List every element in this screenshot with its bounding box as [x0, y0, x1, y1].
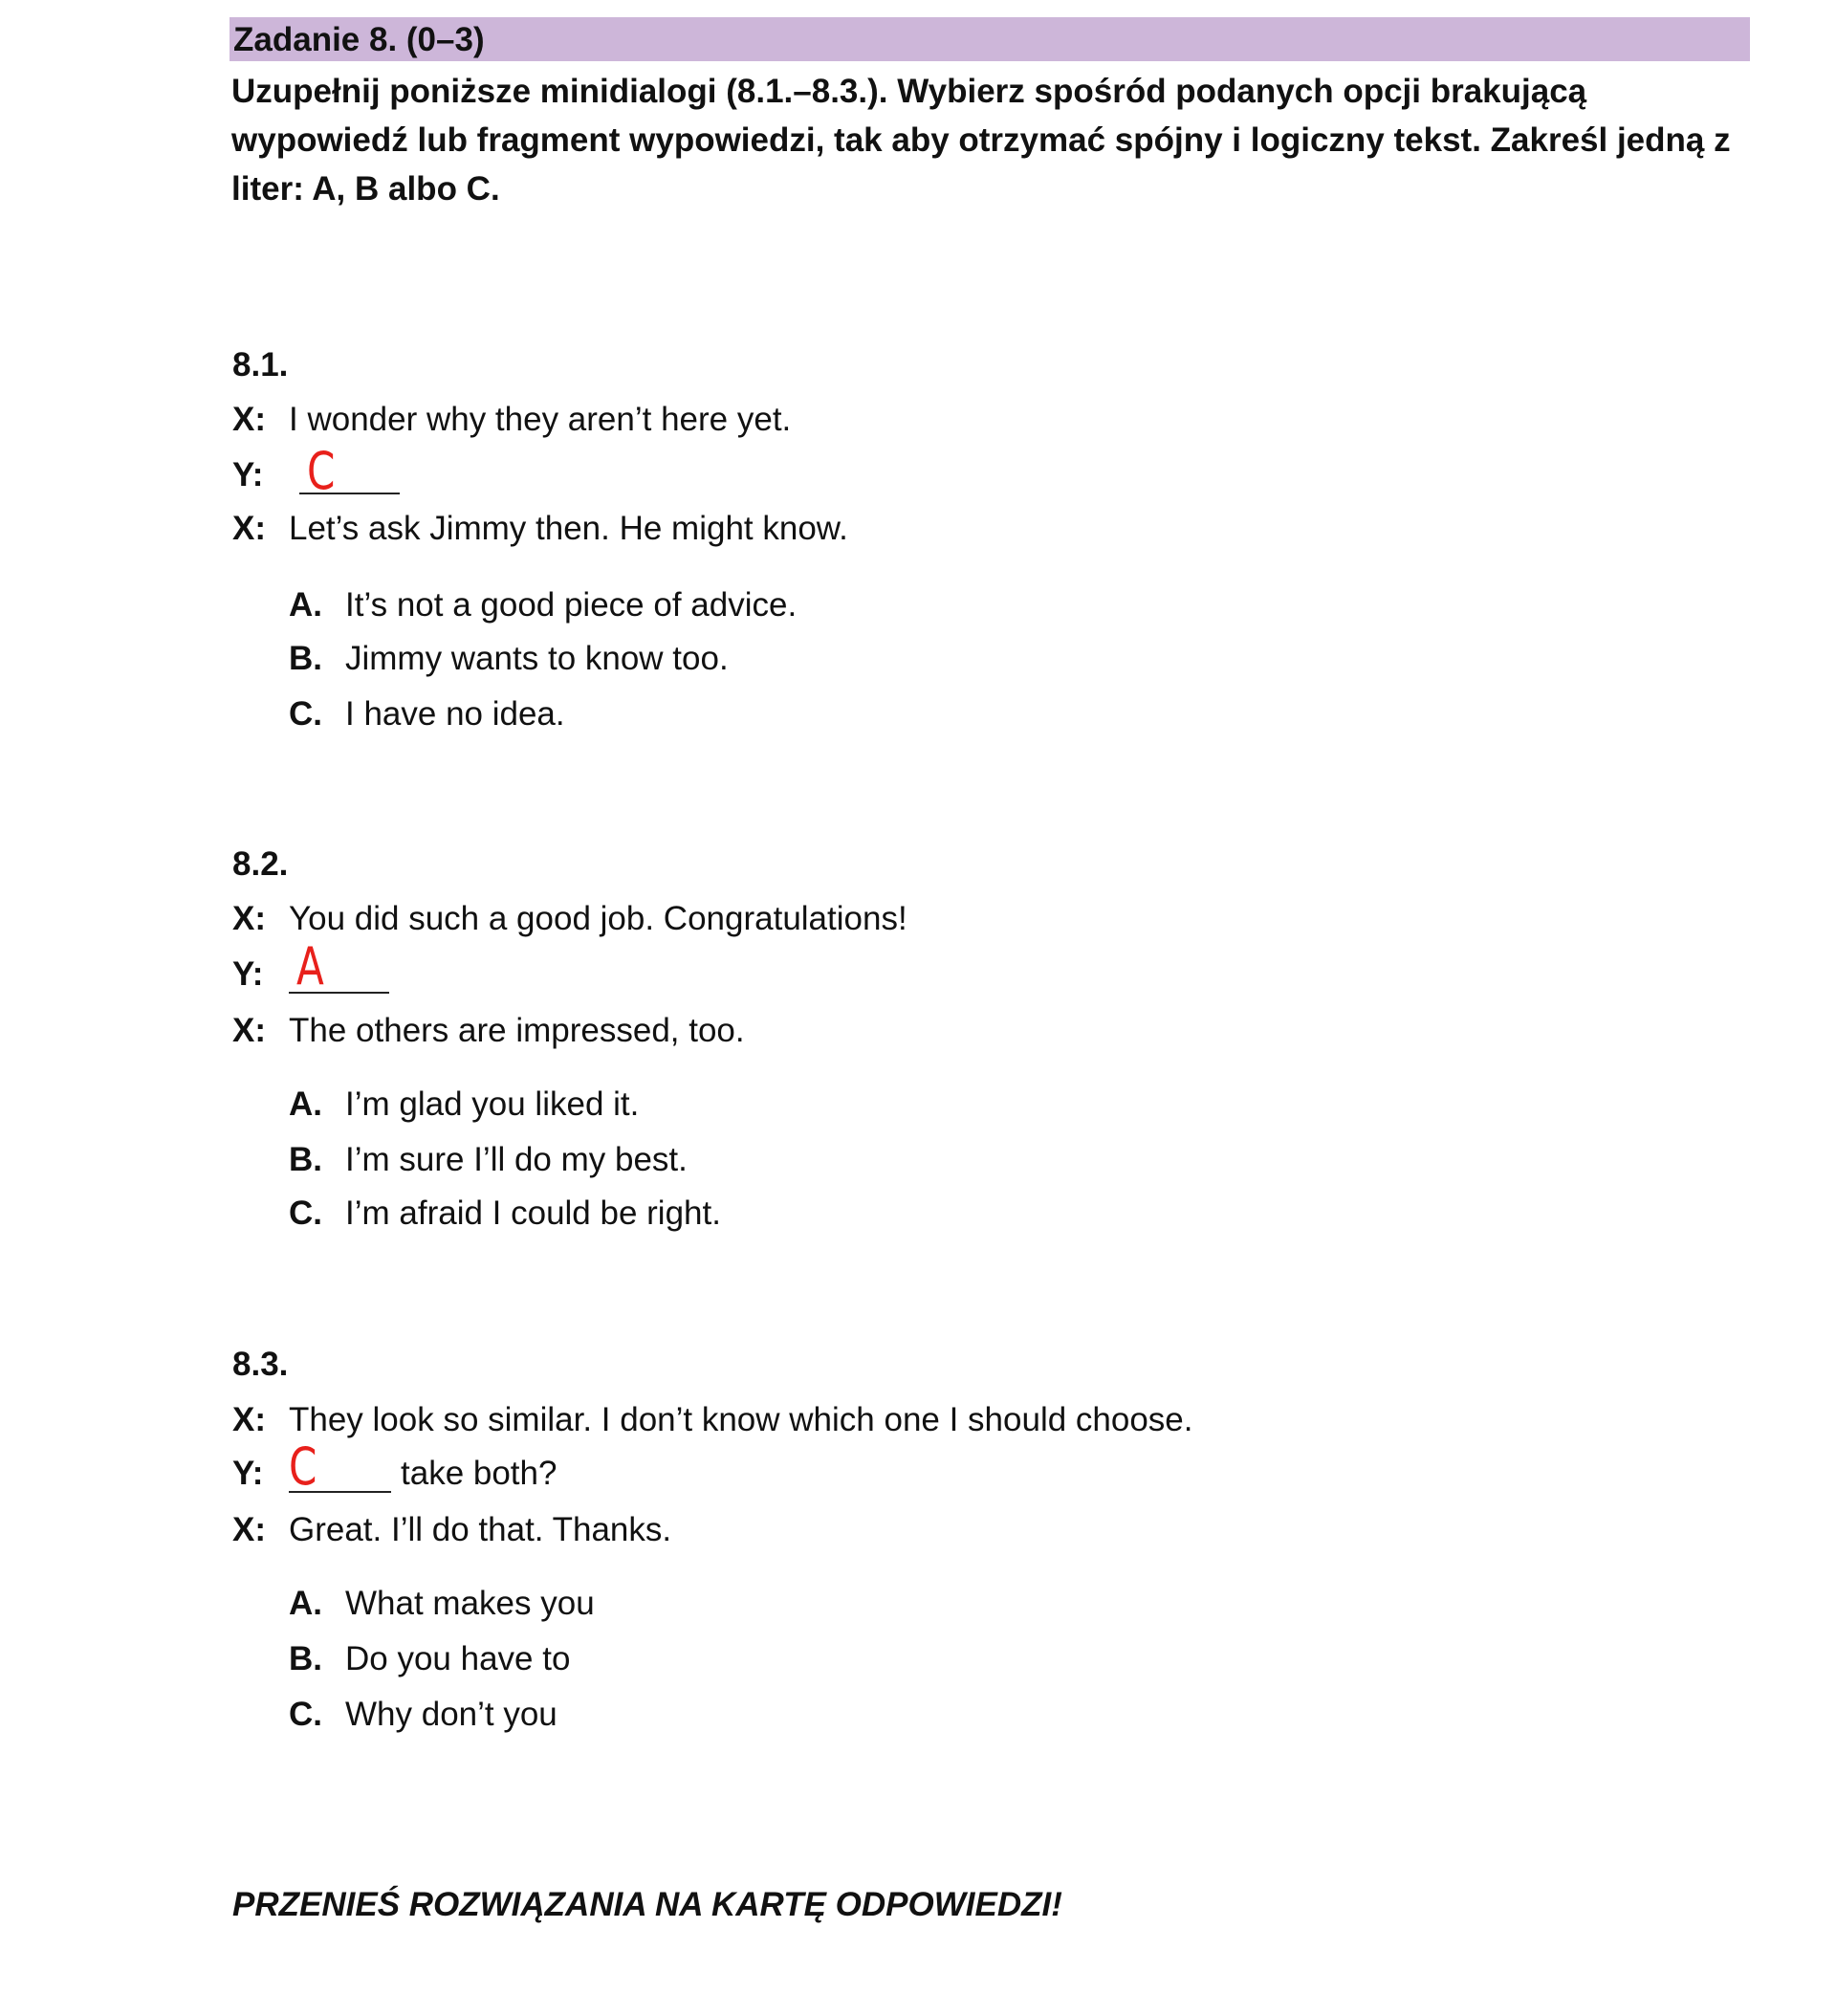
option-text: It’s not a good piece of advice. — [345, 586, 798, 624]
option-letter: C. — [289, 1696, 322, 1733]
dialogue-text: take both? — [401, 1455, 557, 1492]
speaker-label: X: — [232, 510, 266, 547]
option-text: I’m glad you liked it. — [345, 1085, 640, 1123]
dialogue-line-x1 — [232, 1401, 1193, 1439]
dialogue-line-x1 — [232, 900, 907, 938]
option-text: I have no idea. — [345, 695, 565, 733]
option-text: I’m afraid I could be right. — [345, 1194, 721, 1232]
dialogue-text: They look so similar. I don’t know which one I should choose. — [289, 1401, 1193, 1438]
dialogue-text: You did such a good job. Congratulations! — [289, 900, 907, 937]
speaker-label: X: — [232, 1511, 266, 1548]
item-number: 8.3. — [232, 1346, 289, 1383]
option-letter: B. — [289, 1640, 322, 1677]
dialogue-line-x2 — [232, 1012, 745, 1050]
speaker-label: Y: — [232, 955, 264, 993]
option-letter: B. — [289, 640, 322, 677]
option-a[interactable] — [289, 1085, 639, 1124]
option-text: Why don’t you — [345, 1696, 557, 1733]
dialogue-text: I wonder why they aren’t here yet. — [289, 401, 792, 438]
option-a[interactable] — [289, 586, 797, 625]
task-instruction: Uzupełnij poniższe minidialogi (8.1.–8.3.). Wybierz spośród podanych opcji brakującą wypowiedź lub fragment wypowiedzi, tak aby otrzymać spójny i logiczny tekst. Zakreśl jedną z liter: A, B albo C. — [231, 73, 1731, 208]
handwritten-answer: C — [307, 441, 336, 501]
item-number: 8.1. — [232, 346, 289, 383]
answer-blank[interactable] — [289, 936, 389, 997]
speaker-label: X: — [232, 1012, 266, 1049]
option-text: What makes you — [345, 1585, 595, 1622]
option-c[interactable] — [289, 695, 565, 734]
option-c[interactable] — [289, 1194, 721, 1233]
speaker-label: Y: — [232, 1455, 264, 1492]
option-letter: C. — [289, 1194, 322, 1232]
dialogue-text: The others are impressed, too. — [289, 1012, 745, 1049]
dialogue-line-x2 — [232, 510, 848, 548]
speaker-label: Y: — [232, 456, 264, 493]
handwritten-answer: A — [296, 936, 324, 997]
option-b[interactable] — [289, 1141, 688, 1179]
dialogue-line-x1 — [232, 401, 791, 439]
speaker-label: X: — [232, 900, 266, 937]
item-number: 8.2. — [232, 845, 289, 883]
answer-blank[interactable] — [289, 1436, 391, 1497]
option-text: Do you have to — [345, 1640, 571, 1677]
speaker-label: X: — [232, 1401, 266, 1438]
option-text: Jimmy wants to know too. — [345, 640, 729, 677]
option-c[interactable] — [289, 1696, 557, 1734]
dialogue-line-y — [232, 1436, 557, 1497]
option-a[interactable] — [289, 1585, 595, 1623]
option-letter: C. — [289, 695, 322, 733]
dialogue-text: Great. I’ll do that. Thanks. — [289, 1511, 672, 1548]
task-header — [230, 17, 1750, 61]
option-letter: A. — [289, 586, 322, 624]
dialogue-line-y — [232, 936, 389, 997]
option-text: I’m sure I’ll do my best. — [345, 1141, 688, 1178]
option-letter: B. — [289, 1141, 322, 1178]
dialogue-line-x2 — [232, 1511, 671, 1549]
dialogue-line-y — [232, 441, 400, 501]
task-title: Zadanie 8. (0–3) — [233, 21, 485, 58]
option-letter: A. — [289, 1585, 322, 1622]
transfer-answers-note: PRZENIEŚ ROZWIĄZANIA NA KARTĘ ODPOWIEDZI! — [232, 1886, 1062, 1923]
option-letter: A. — [289, 1085, 322, 1123]
option-b[interactable] — [289, 640, 729, 678]
speaker-label: X: — [232, 401, 266, 438]
option-b[interactable] — [289, 1640, 570, 1678]
dialogue-text: Let’s ask Jimmy then. He might know. — [289, 510, 848, 547]
answer-blank[interactable] — [299, 441, 400, 501]
handwritten-answer: C — [289, 1436, 317, 1497]
